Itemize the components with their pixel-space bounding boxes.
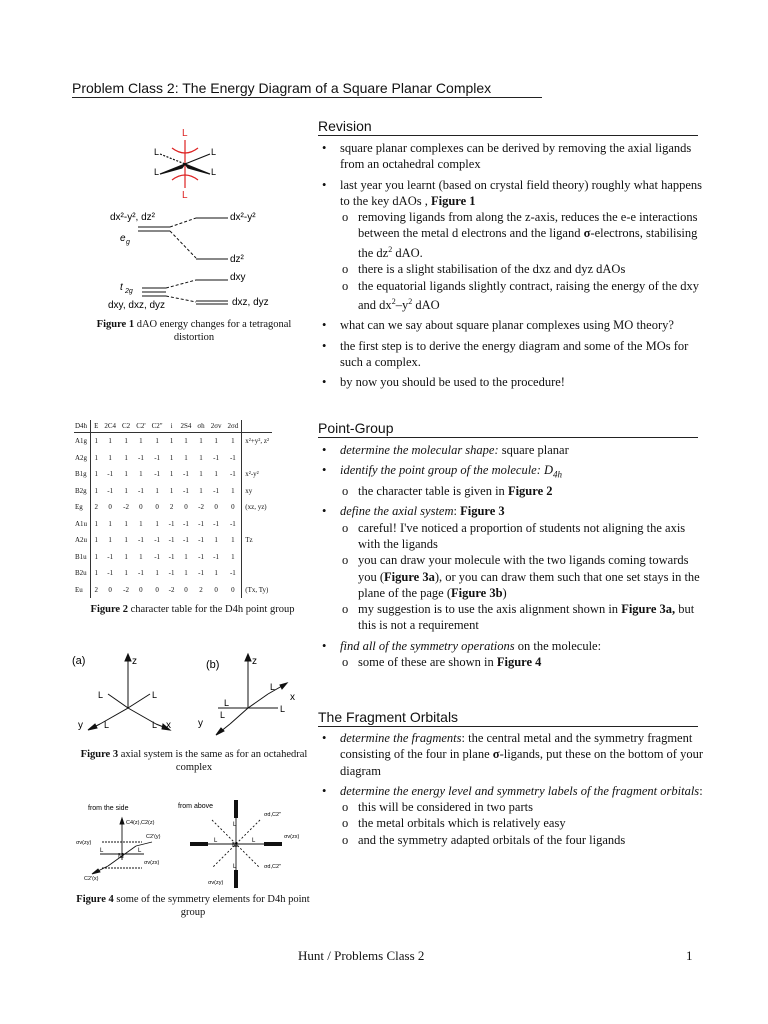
revision-list (318, 140, 708, 394)
table-header-cell: C2' (133, 420, 148, 433)
t2g-sub: 2g (125, 288, 133, 295)
table-cell: 1 (94, 569, 98, 578)
table-cell: 1 (124, 519, 128, 528)
table-cell: B1u (74, 549, 91, 566)
fig4-sd2: σd,C2" (264, 864, 281, 870)
table-cell: 1 (124, 437, 128, 446)
table-cell (242, 565, 272, 582)
fig3b-z: z (252, 656, 257, 667)
table-cell: 1 (139, 519, 143, 528)
table-header-cell: C2" (149, 420, 166, 433)
level-dz2: dz² (230, 254, 244, 265)
table-cell: 1 (184, 453, 188, 462)
eg-label: e (120, 233, 126, 244)
ligand-label: L (233, 822, 237, 828)
fig3b-label: (b) (206, 659, 220, 671)
table-cell: 0 (231, 503, 235, 512)
table-cell: -1 (183, 486, 189, 495)
table-cell: -1 (198, 569, 204, 578)
table-cell: x²-y² (242, 466, 272, 483)
table-cell: 1 (199, 453, 203, 462)
fig4-svzx: σv(zx) (144, 860, 160, 866)
table-cell: 1 (94, 552, 98, 561)
table-cell: -1 (154, 552, 161, 561)
table-cell: -1 (154, 470, 161, 479)
table-cell: 1 (231, 486, 235, 495)
table-cell: -1 (137, 569, 144, 578)
table-cell: 1 (169, 486, 174, 495)
table-header-cell: 2S4 (178, 420, 195, 433)
sub-item: o and the symmetry adapted orbitals of the four ligands (340, 832, 708, 848)
table-row (74, 466, 272, 483)
ligand-label: L (252, 838, 256, 844)
table-cell: -1 (107, 569, 114, 578)
fig4-sd1: σd,C2" (264, 812, 281, 818)
table-cell: 1 (199, 470, 203, 479)
table-row (74, 565, 272, 582)
level-dxz-dyz: dxz, dyz (232, 297, 269, 308)
table-cell: 1 (108, 519, 112, 528)
table-cell: 1 (124, 453, 128, 462)
revision-heading: Revision (318, 118, 698, 136)
list-item: • last year you learnt (based on crystal field theory) roughly what happens to the key dAOs , Figure 1 o removing ligands from along the z-axis, reduces the e-e interactions between the metal d electrons and the ligand σ-electrons, stabilising the $dz^2$ dAO. o there is a slight stabilisation of the dxz and dyz dAOs o the equatorial ligands slightly contract, raising the energy of the dxy and $dx^2-y^2$ dAO (318, 177, 708, 314)
table-cell: -1 (154, 536, 161, 545)
ligand-label: L (182, 128, 188, 139)
table-cell: 1 (108, 437, 112, 446)
sub-item: o this will be considered in two parts (340, 799, 708, 815)
sub-item: o you can draw your molecule with the two ligands coming towards you (Figure 3a), or you can draw them such that one set stays in the plane of the page (Figure 3b) (340, 552, 708, 601)
table-cell: (xz, yz) (242, 499, 272, 516)
ligand-label: L (100, 848, 104, 854)
table-cell: -1 (183, 519, 189, 528)
table-cell (242, 549, 272, 566)
list-item: • define the axial system: Figure 3 o careful! I've noticed a proportion of students not aligning the axis with the ligands o you can draw your molecule with the two ligands coming towards you (Figure 3a), or you can draw them such that one set stays in the plane of the page (Figure 3b) o my suggestion is to use the axis alignment shown in Figure 3a, but this is not a requirement (318, 503, 708, 633)
table-cell: -1 (168, 569, 175, 578)
fig4-svzx2: σv(zx) (284, 834, 300, 840)
table-cell: -1 (213, 486, 219, 495)
table-cell: 0 (155, 503, 159, 512)
table-cell: 1 (94, 536, 98, 545)
table-header-cell: i (166, 420, 178, 433)
fig3a-x: x (166, 720, 171, 731)
sub-item: o the equatorial ligands slightly contract, raising the energy of the dxy and $dx^2-y^2$ dAO (340, 278, 708, 314)
table-cell: 2 (94, 585, 98, 594)
table-cell: 1 (231, 552, 235, 561)
ligand-label: L (152, 690, 158, 700)
table-header-cell: D4h (74, 420, 91, 433)
table-cell: -2 (123, 585, 130, 594)
table-header-row (74, 420, 272, 433)
table-cell: Eu (74, 582, 91, 599)
sub-item: o my suggestion is to use the axis alignment shown in Figure 3a, but this is not a requirement (340, 601, 708, 634)
fig4-M2: M (232, 842, 238, 849)
figure2-caption: Figure 2 character table for the D4h point group (90, 604, 295, 615)
sub-item: o there is a slight stabilisation of the dxz and dyz dAOs (340, 261, 708, 277)
table-header-cell: 2σv (208, 420, 225, 433)
table-cell: 2 (169, 503, 174, 512)
table-cell: -1 (183, 536, 189, 545)
table-cell: (Tx, Ty) (242, 582, 272, 599)
table-cell: 1 (108, 536, 112, 545)
sub-item: o removing ligands from along the z-axis, reduces the e-e interactions between the metal d electrons and the ligand σ-electrons, stabilising the $dz^2$ dAO. (340, 209, 708, 261)
fig4-side: from the side (88, 805, 129, 812)
sub-item: o the metal orbitals which is relatively easy (340, 815, 708, 831)
table-cell: A1g (74, 433, 91, 450)
ligand-label: L (211, 147, 217, 157)
table-cell: 1 (184, 552, 188, 561)
table-cell: 0 (184, 585, 188, 594)
table-cell: 1 (139, 552, 143, 561)
fig4-svzy: σv(zy) (76, 840, 92, 846)
table-cell: B2u (74, 565, 91, 582)
table-cell: -2 (123, 503, 130, 512)
table-cell: -1 (137, 486, 144, 495)
t2g-levels-label: dxy, dxz, dyz (108, 300, 166, 311)
table-row (74, 582, 272, 599)
table-row (74, 516, 272, 533)
table-cell: -1 (198, 519, 204, 528)
table-cell: -1 (229, 453, 236, 462)
table-cell: 1 (155, 519, 159, 528)
table-cell: 1 (231, 536, 235, 545)
sub-item: o some of these are shown in Figure 4 (340, 654, 708, 670)
table-cell: 1 (214, 437, 218, 446)
table-cell: 1 (184, 569, 188, 578)
ligand-label: L (280, 704, 286, 714)
table-cell: -1 (107, 486, 114, 495)
table-cell: 1 (124, 536, 128, 545)
table-cell: 1 (94, 519, 98, 528)
ligand-label: L (220, 710, 226, 720)
ligand-label: L (270, 682, 276, 692)
table-cell: 1 (214, 536, 218, 545)
figure1-caption: Figure 1 dAO energy changes for a tetragonal distortion (96, 319, 292, 343)
table-cell: 1 (139, 470, 143, 479)
ligand-label: L (154, 147, 160, 157)
table-cell: -1 (213, 453, 219, 462)
figure3-caption: Figure 3 axial system is the same as for an octahedral complex (80, 749, 308, 773)
table-cell: 1 (199, 437, 203, 446)
figure4-caption: Figure 4 some of the symmetry elements for D4h point group (76, 894, 310, 918)
table-cell: A2g (74, 450, 91, 467)
table-cell: 0 (231, 585, 235, 594)
ligand-label: L (182, 190, 188, 201)
table-cell: 1 (124, 569, 128, 578)
list-item: • the first step is to derive the energy diagram and some of the MOs for such a complex. (318, 338, 708, 371)
table-cell: -1 (137, 453, 144, 462)
table-cell: 1 (108, 453, 112, 462)
table-cell: -1 (168, 536, 175, 545)
table-cell: -1 (137, 536, 144, 545)
list-item: • determine the fragments: the central metal and the symmetry fragment consisting of the four in plane σ-ligands, put these on the bottom of your diagram (318, 730, 708, 779)
table-cell: A2u (74, 532, 91, 549)
ligand-label: L (98, 690, 104, 700)
ligand-label: L (233, 864, 237, 870)
sub-item: o the character table is given in Figure 2 (340, 483, 708, 499)
fig3a-z: z (132, 656, 137, 667)
table-row (74, 433, 272, 450)
table-cell: 1 (169, 470, 174, 479)
table-cell: 0 (108, 585, 112, 594)
table-cell: -1 (154, 453, 161, 462)
fig4-c2x: C2'(x) (84, 876, 99, 882)
list-item: • find all of the symmetry operations on the molecule: o some of these are shown in Figure 4 (318, 638, 708, 671)
table-cell: -1 (198, 552, 204, 561)
table-cell: 0 (214, 585, 218, 594)
fig4-M: M (118, 853, 124, 860)
table-cell: 2 (94, 503, 98, 512)
sub-item: o careful! I've noticed a proportion of students not aligning the axis with the ligands (340, 520, 708, 553)
table-cell: x²+y², z² (242, 433, 272, 450)
table-cell: Eg (74, 499, 91, 516)
table-cell: -2 (168, 585, 175, 594)
table-header-cell: σh (194, 420, 207, 433)
table-cell: 1 (231, 437, 235, 446)
ligand-label: L (214, 838, 218, 844)
table-cell: 1 (94, 486, 98, 495)
table-cell: B2g (74, 483, 91, 500)
table-row (74, 549, 272, 566)
table-cell: 0 (155, 585, 159, 594)
table-cell: -1 (198, 536, 204, 545)
list-item: • determine the energy level and symmetry labels of the fragment orbitals: o this will be considered in two parts o the metal orbitals which is relatively easy o and the symmetry adapted orbitals of the four ligands (318, 783, 708, 848)
level-dxy: dxy (230, 272, 246, 283)
table-cell: 1 (169, 453, 174, 462)
table-cell: 2 (199, 585, 203, 594)
table-cell: 1 (214, 569, 218, 578)
table-cell: B1g (74, 466, 91, 483)
table-header-cell: C2 (119, 420, 133, 433)
table-cell: -1 (168, 519, 175, 528)
list-item: • square planar complexes can be derived by removing the axial ligands from an octahedral complex (318, 140, 708, 173)
table-row (74, 450, 272, 467)
fragments-list (318, 730, 708, 852)
fragments-heading: The Fragment Orbitals (318, 709, 698, 727)
list-item: • by now you should be used to the procedure! (318, 374, 708, 390)
table-cell: 1 (124, 486, 128, 495)
ligand-label: L (152, 720, 158, 730)
table-cell: -1 (213, 552, 219, 561)
table-cell: 1 (124, 552, 128, 561)
table-cell: -1 (229, 519, 236, 528)
table-header-cell (242, 420, 272, 433)
table-header-cell: 2σd (224, 420, 241, 433)
table-cell: Tz (242, 532, 272, 549)
pointgroup-list (318, 442, 708, 674)
table-cell (242, 516, 272, 533)
eg-sub: g (126, 239, 130, 246)
table-cell: 1 (94, 470, 98, 479)
ligand-label: L (138, 848, 142, 854)
eg-levels-label: dx²-y², dz² (110, 212, 155, 223)
level-dx2y2: dx²-y² (230, 212, 256, 223)
table-row (74, 532, 272, 549)
table-cell: 0 (214, 503, 218, 512)
table-cell: 1 (139, 437, 143, 446)
ligand-label: L (224, 698, 230, 708)
table-row (74, 499, 272, 516)
ligand-label: L (211, 167, 217, 177)
fig3b-x: x (290, 692, 295, 703)
fig4-svzy2: σv(zy) (208, 880, 224, 886)
table-cell (242, 450, 272, 467)
footer-text: Hunt / Problems Class 2 (298, 948, 425, 963)
table-cell: 1 (169, 437, 174, 446)
fig4-c4: C4(z),C2(z) (126, 820, 155, 826)
table-cell: 0 (108, 503, 112, 512)
ligand-label: L (154, 167, 160, 177)
table-cell: -1 (107, 552, 114, 561)
figure3-axes (70, 648, 320, 748)
fig3a-label: (a) (72, 655, 86, 667)
table-cell: 1 (155, 486, 159, 495)
table-cell: 1 (94, 453, 98, 462)
page-number: 1 (686, 948, 693, 963)
table-cell: A1u (74, 516, 91, 533)
table-cell: 0 (184, 503, 188, 512)
ligand-label: L (104, 720, 110, 730)
table-header-cell: E (91, 420, 102, 433)
table-cell: -1 (213, 519, 219, 528)
table-cell: 0 (139, 585, 143, 594)
character-table (74, 420, 272, 598)
table-cell: 1 (155, 569, 159, 578)
table-cell: 1 (184, 437, 188, 446)
table-cell: 0 (139, 503, 143, 512)
list-item: • what can we say about square planar complexes using MO theory? (318, 317, 708, 333)
figure4-symmetry (72, 798, 312, 890)
list-item: • identify the point group of the molecule: $D_{4h}$ o the character table is given in Figure 2 (318, 462, 708, 499)
table-cell: 1 (214, 470, 218, 479)
list-item: • determine the molecular shape: square planar (318, 442, 708, 458)
figure1-diagram (100, 118, 300, 318)
table-cell: -1 (229, 569, 236, 578)
table-cell: -1 (107, 470, 114, 479)
fig3b-y: y (198, 718, 203, 729)
table-cell: -1 (229, 470, 236, 479)
table-header-cell: 2C4 (101, 420, 119, 433)
fig3a-y: y (78, 720, 83, 731)
page-title: Problem Class 2: The Energy Diagram of a Square Planar Complex (72, 80, 542, 98)
table-cell: 1 (124, 470, 128, 479)
table-cell: 1 (94, 437, 98, 446)
table-cell: -2 (198, 503, 204, 512)
table-cell: -1 (168, 552, 175, 561)
fig4-above: from above (178, 803, 214, 810)
table-cell: xy (242, 483, 272, 500)
table-cell: 1 (155, 437, 159, 446)
t2g-label: t (120, 282, 123, 293)
table-cell: -1 (183, 470, 189, 479)
pointgroup-heading: Point-Group (318, 420, 698, 438)
fig4-c2y: C2'(y) (146, 834, 161, 840)
table-cell: 1 (199, 486, 203, 495)
table-row (74, 483, 272, 500)
